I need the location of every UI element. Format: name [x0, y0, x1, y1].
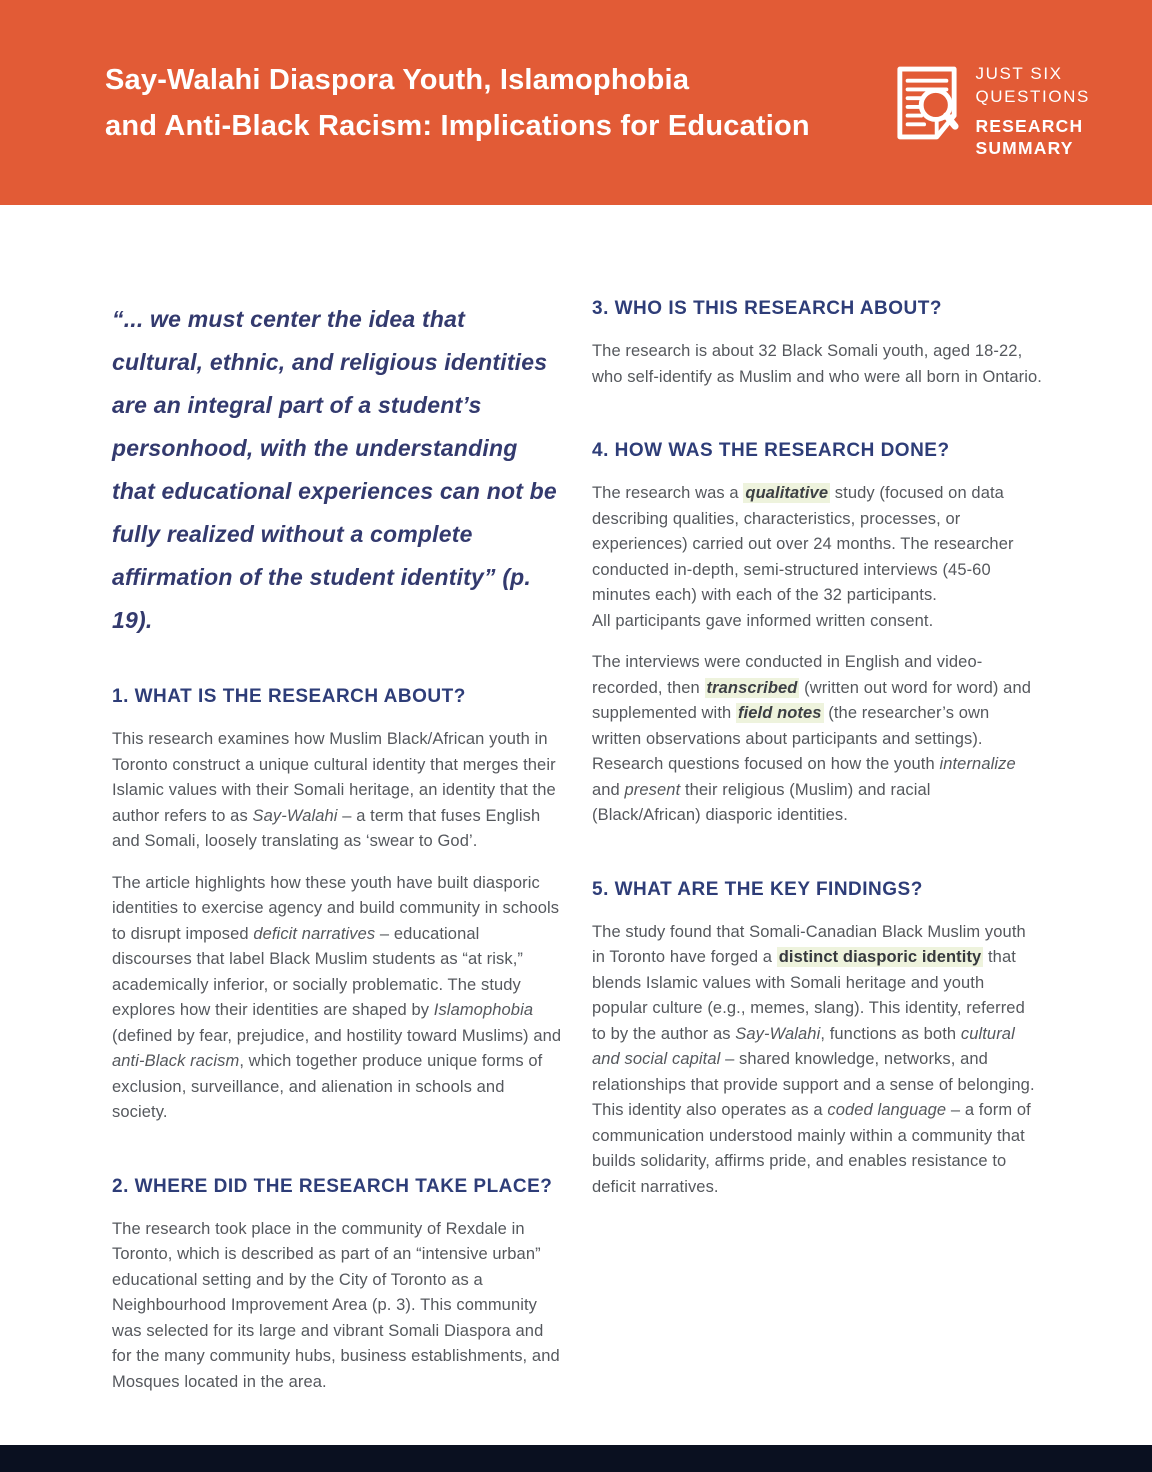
body-text: , functions as both [820, 1024, 961, 1043]
paragraph [592, 650, 1042, 829]
body-text: The article highlights how these youth have built diasporic identities to exercise agency and build community in schools to disrupt imposed [112, 873, 560, 943]
brand-line-questions: QUESTIONS [975, 87, 1090, 106]
brand-logo [895, 62, 1090, 159]
brand-text [975, 62, 1090, 159]
body-text: – a form of communication understood mainly within a community that builds solidarity, affirms pride, and enables resistance to deficit narratives. [592, 1101, 1031, 1196]
paragraph [592, 920, 1042, 1201]
emphasized-text: deficit narratives [253, 924, 376, 943]
section-3-who-is-this-research-about [592, 298, 1042, 390]
emphasized-text: Say-Walahi [735, 1024, 821, 1043]
emphasized-text: transcribed [706, 678, 798, 697]
body-text: (the researcher’s own written observations about participants and settings). Research questions focused on how the youth [592, 704, 990, 773]
section-2-where-did-the-research-take-place [112, 1176, 562, 1396]
brand-line-research: RESEARCH [975, 116, 1084, 136]
emphasized-text: anti-Black racism [112, 1052, 240, 1070]
section-heading: 3. WHO IS THIS RESEARCH ABOUT? [592, 298, 942, 319]
section-heading: 2. WHERE DID THE RESEARCH TAKE PLACE? [112, 1175, 553, 1197]
body-text: This research examines how Muslim Black/African youth in Toronto construct a unique cultural identity that merges their Islamic values with their Somali heritage, an identity that the author refers to as [112, 730, 556, 825]
brand-line-summary: SUMMARY [975, 138, 1074, 158]
body-text: The research took place in the community of Rexdale in Toronto, which is described as part of an “intensive urban” educational setting and by the City of Toronto as a Neighbourhood Improvement Area (p. 3). This community was selected for its large and vibrant Somali Diaspora and for the many community hubs, business establishments, and Mosques located in the area. [112, 1219, 560, 1391]
paragraph [112, 871, 562, 1126]
body-text: (defined by fear, prejudice, and hostility toward Muslims) and [112, 1026, 562, 1045]
body-text: The interviews were conducted in English and video-recorded, then [592, 653, 983, 697]
section-4-how-was-the-research-done [592, 440, 1042, 829]
body-text: The study found that Somali-Canadian Black Muslim youth in Toronto have forged a [592, 922, 1026, 966]
emphasized-text: internalize [939, 755, 1016, 773]
body-text: study (focused on data describing qualities, characteristics, processes, or experiences) carried out over 24 months. The researcher conducted in-depth, semi-structured interviews (45-60 minutes each) with each of the 32 participants. [592, 484, 1014, 604]
body-text: The research is about 32 Black Somali youth, aged 18-22, who self-identify as Muslim and who were all born in Ontario. [592, 342, 1042, 386]
document-magnifier-icon [895, 64, 959, 159]
brand-line-just-six: JUST SIX [975, 64, 1063, 83]
emphasized-text: field notes [737, 704, 822, 722]
body-text: – a term that fuses English and Somali, loosely translating as ‘swear to God’. [112, 806, 541, 850]
body-text: their religious (Muslim) and racial (Black/African) diasporic identities. [592, 780, 931, 824]
body-text: – shared knowledge, networks, and relationships that provide support and a sense of belonging. This identity also operates as a [592, 1050, 1035, 1119]
emphasized-text: distinct diasporic identity [778, 948, 982, 966]
emphasized-text: Islamophobia [433, 1001, 534, 1019]
paragraph [112, 1217, 562, 1396]
body-text: – educational discourses that label Black Muslim students as “at risk,” academically inferior, or socially problematic. The study explores how their identities are shaped by [112, 924, 524, 1019]
emphasized-text: present [624, 780, 681, 799]
body-text: All participants gave informed written consent. [592, 611, 934, 630]
header-banner [0, 0, 1152, 205]
left-column [112, 298, 562, 1395]
emphasized-text: qualitative [745, 484, 829, 502]
body-text: , which together produce unique forms of exclusion, surveillance, and alienation in schools and society. [112, 1052, 543, 1121]
body-text: The research was a [592, 484, 744, 502]
paragraph [592, 481, 1042, 634]
section-1-what-is-the-research-about [112, 686, 562, 1126]
emphasized-text: Say-Walahi [252, 806, 338, 825]
section-heading: 4. HOW WAS THE RESEARCH DONE? [592, 440, 950, 461]
section-heading: 1. WHAT IS THE RESEARCH ABOUT? [112, 686, 466, 707]
section-5-what-are-the-key-findings [592, 879, 1042, 1201]
paragraph [112, 727, 562, 855]
body-text: and [592, 780, 625, 799]
body-text: (written out word for word) and supplemented with [592, 678, 1032, 722]
page-title-line-1: Say-Walahi Diaspora Youth, Islamophobia [105, 64, 690, 96]
page-title-line-2: and Anti-Black Racism: Implications for Education [105, 110, 810, 142]
body-text: that blends Islamic values with Somali heritage and youth popular culture (e.g., memes, slang). This identity, referred to by the author as [592, 948, 1025, 1043]
emphasized-text: cultural and social capital [592, 1024, 1015, 1068]
right-column [592, 298, 1042, 1395]
paragraph [592, 339, 1042, 390]
section-heading: 5. WHAT ARE THE KEY FINDINGS? [592, 878, 923, 900]
emphasized-text: coded language [827, 1101, 947, 1119]
footer-bar [0, 1445, 1152, 1472]
pull-quote: “... we must center the idea that cultural, ethnic, and religious identities are an integral part of a student’s personhood, with the understanding that educational experiences can not be fully realized without a complete affirmation of the student identity” (p. 19). [112, 306, 557, 633]
page-title [105, 57, 810, 149]
content [0, 298, 1152, 1395]
